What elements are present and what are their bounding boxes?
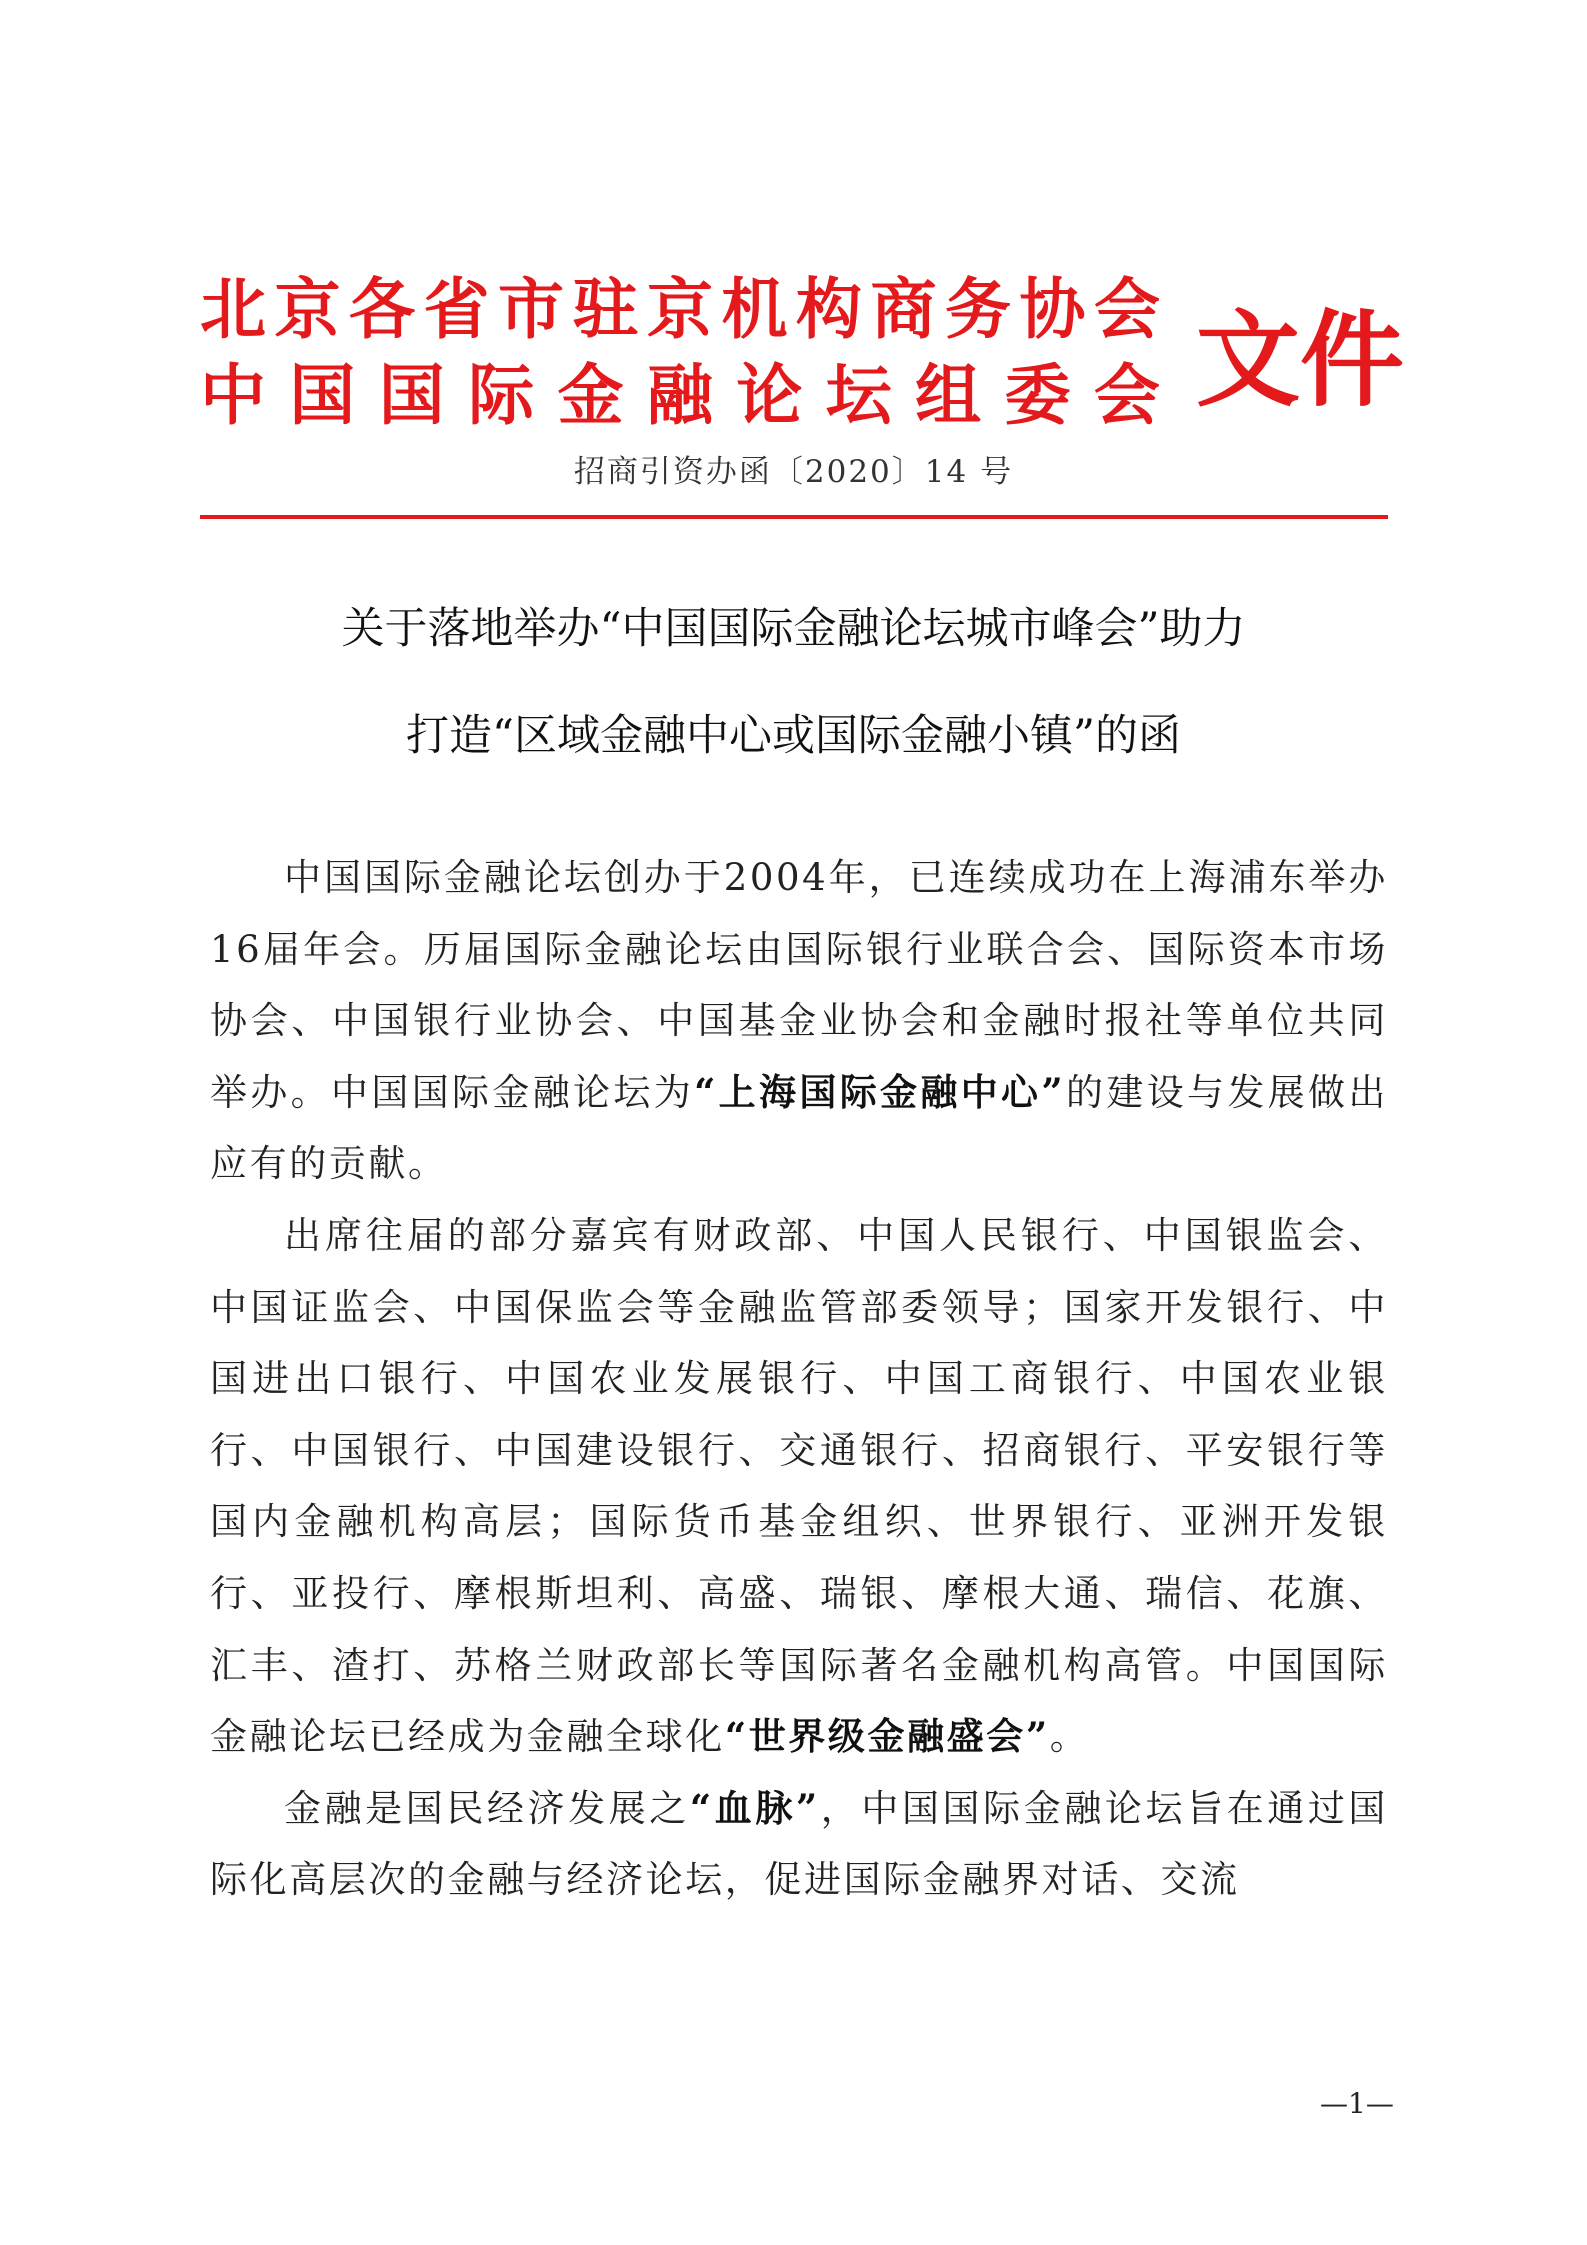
paragraph-2-highlight: “世界级金融盛会” <box>724 1714 1050 1759</box>
issuer-name-char: 构 <box>796 271 862 348</box>
issuer-name-char: 中 <box>200 357 266 434</box>
issuer-name-char: 金 <box>557 357 624 434</box>
paragraph-1 <box>210 842 1388 1200</box>
page-number: —1— <box>1320 2087 1394 2120</box>
issuer-name-char: 各 <box>349 271 415 348</box>
paragraph-3-highlight: “血脉” <box>689 1785 820 1830</box>
paragraph-3 <box>210 1773 1388 1916</box>
paragraph-1-text-end: 的建设与发展做出应有的贡献。 <box>210 1070 1388 1186</box>
issuer-name-char: 会 <box>1093 357 1160 434</box>
issuer-name-char: 组 <box>915 357 982 434</box>
paragraph-1-highlight: “上海国际金融中心” <box>694 1069 1066 1114</box>
issuer-name-char: 际 <box>468 357 535 434</box>
issuer-name-char: 市 <box>498 271 564 348</box>
paragraph-3-text-end: ，中国国际金融论坛旨在通过国际化高层次的金融与经济论坛，促进国际金融界对话、交流 <box>210 1786 1389 1902</box>
issuer-name-char: 论 <box>736 357 803 434</box>
issuer-name-line-2 <box>200 356 1160 436</box>
issuer-name-char: 务 <box>945 271 1011 348</box>
paragraph-2 <box>210 1200 1388 1773</box>
issuer-name-char: 机 <box>721 271 788 348</box>
issuer-name-char: 京 <box>274 271 341 348</box>
issuer-name-char: 委 <box>1004 357 1071 434</box>
paragraph-2-text-end: 。 <box>1049 1715 1090 1759</box>
issuer-name-char: 会 <box>1094 271 1160 348</box>
paragraph-1-text: 中国国际金融论坛创办于2004年，已连续成功在上海浦东举办16届年会。历届国际金融论坛由国际银行业联合会、国际资本市场协会、中国银行业协会、中国基金业协会和金融时报社等单位共同举办。中国国际金融论坛为 <box>210 856 1388 1114</box>
paragraph-3-text: 金融是国民经济发展之 <box>284 1786 690 1830</box>
issuer-name-char: 坛 <box>825 357 892 434</box>
letter-title-line-2: 打造“区域金融中心或国际金融小镇”的函 <box>406 711 1181 761</box>
issuer-name-char: 融 <box>646 357 713 434</box>
issuer-name-char: 国 <box>289 357 356 434</box>
issuer-name-char: 驻 <box>572 271 639 348</box>
issuer-name-char: 商 <box>870 271 937 348</box>
issuer-name-char: 省 <box>423 271 490 348</box>
letter-body <box>210 842 1388 1916</box>
document-number: 招商引资办函〔2020〕14 号 <box>573 454 1014 490</box>
paragraph-2-text: 出席往届的部分嘉宾有财政部、中国人民银行、中国银监会、中国证监会、中国保监会等金融监管部委领导；国家开发银行、中国进出口银行、中国农业发展银行、中国工商银行、中国农业银行、中国银行、中国建设银行、交通银行、招商银行、平安银行等国内金融机构高层；国际货币基金组织、世界银行、亚洲开发银行、亚投行、摩根斯坦利、高盛、瑞银、摩根大通、瑞信、花旗、汇丰、渣打、苏格兰财政部长等国际著名金融机构高管。中国国际金融论坛已经成为金融全球化 <box>210 1213 1388 1759</box>
issuer-name-line-1 <box>200 270 1160 350</box>
issuer-name-char: 京 <box>647 271 713 348</box>
issuer-name-char: 北 <box>200 271 266 348</box>
issuer-name-char: 协 <box>1019 271 1086 348</box>
letter-title-line-1: 关于落地举办“中国国际金融论坛城市峰会”助力 <box>341 604 1246 654</box>
document-header <box>200 270 1405 450</box>
red-divider-line <box>200 515 1388 519</box>
document-label: 文件 <box>1196 299 1405 421</box>
issuer-name-char: 国 <box>378 357 445 434</box>
